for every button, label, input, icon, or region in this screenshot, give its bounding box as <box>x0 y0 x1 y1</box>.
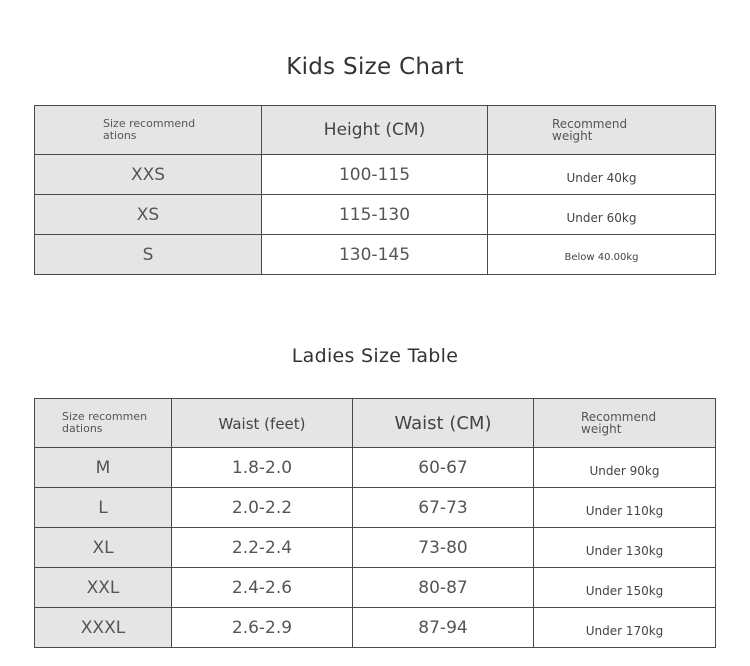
ladies-header-waist-cm-label: Waist (CM) <box>394 412 492 434</box>
weight-cell: Under 130kg <box>534 528 716 568</box>
waist-cm-cell: 73-80 <box>353 528 534 568</box>
ladies-size-table-title: Ladies Size Table <box>291 345 459 367</box>
ladies-header-size-label: Size recommen dations <box>62 410 148 435</box>
ladies-header-size <box>35 399 172 448</box>
weight-cell: Under 60kg <box>488 195 716 235</box>
weight-cell: Under 40kg <box>488 155 716 195</box>
height-cell: 100-115 <box>262 155 488 195</box>
kids-size-table <box>34 105 716 275</box>
ladies-header-waist-cm <box>353 399 534 448</box>
weight-cell: Under 90kg <box>534 448 716 488</box>
kids-header-height <box>262 106 488 155</box>
waist-feet-cell: 2.2-2.4 <box>172 528 353 568</box>
table-row <box>35 608 716 648</box>
table-row <box>35 568 716 608</box>
waist-cm-cell: 87-94 <box>353 608 534 648</box>
table-row <box>35 488 716 528</box>
height-cell: 115-130 <box>262 195 488 235</box>
kids-header-weight-label: Recommend weight <box>552 117 628 143</box>
weight-cell: Under 170kg <box>534 608 716 648</box>
table-row <box>35 195 716 235</box>
ladies-header-waist-feet <box>172 399 353 448</box>
size-cell: XXXL <box>35 608 172 648</box>
size-cell: XL <box>35 528 172 568</box>
kids-header-size <box>35 106 262 155</box>
ladies-header-waist-feet-label: Waist (feet) <box>218 414 306 433</box>
table-row <box>35 235 716 275</box>
height-cell: 130-145 <box>262 235 488 275</box>
table-row <box>35 155 716 195</box>
kids-header-weight <box>488 106 716 155</box>
waist-feet-cell: 2.4-2.6 <box>172 568 353 608</box>
ladies-header-weight-label: Recommend weight <box>581 410 657 436</box>
waist-cm-cell: 67-73 <box>353 488 534 528</box>
waist-feet-cell: 2.6-2.9 <box>172 608 353 648</box>
ladies-header-row <box>35 399 716 448</box>
size-cell: XS <box>35 195 262 235</box>
ladies-header-weight <box>534 399 716 448</box>
kids-header-height-label: Height (CM) <box>323 120 426 140</box>
table-row <box>35 448 716 488</box>
waist-cm-cell: 80-87 <box>353 568 534 608</box>
waist-cm-cell: 60-67 <box>353 448 534 488</box>
waist-feet-cell: 2.0-2.2 <box>172 488 353 528</box>
size-cell: XXL <box>35 568 172 608</box>
weight-cell: Below 40.00kg <box>488 235 716 275</box>
size-cell: L <box>35 488 172 528</box>
ladies-size-table <box>34 398 716 648</box>
kids-size-chart-title: Kids Size Chart <box>286 54 464 80</box>
weight-cell: Under 150kg <box>534 568 716 608</box>
waist-feet-cell: 1.8-2.0 <box>172 448 353 488</box>
size-cell: M <box>35 448 172 488</box>
table-row <box>35 528 716 568</box>
kids-header-size-label: Size recommend ations <box>103 117 196 142</box>
weight-cell: Under 110kg <box>534 488 716 528</box>
size-cell: S <box>35 235 262 275</box>
size-cell: XXS <box>35 155 262 195</box>
kids-header-row <box>35 106 716 155</box>
